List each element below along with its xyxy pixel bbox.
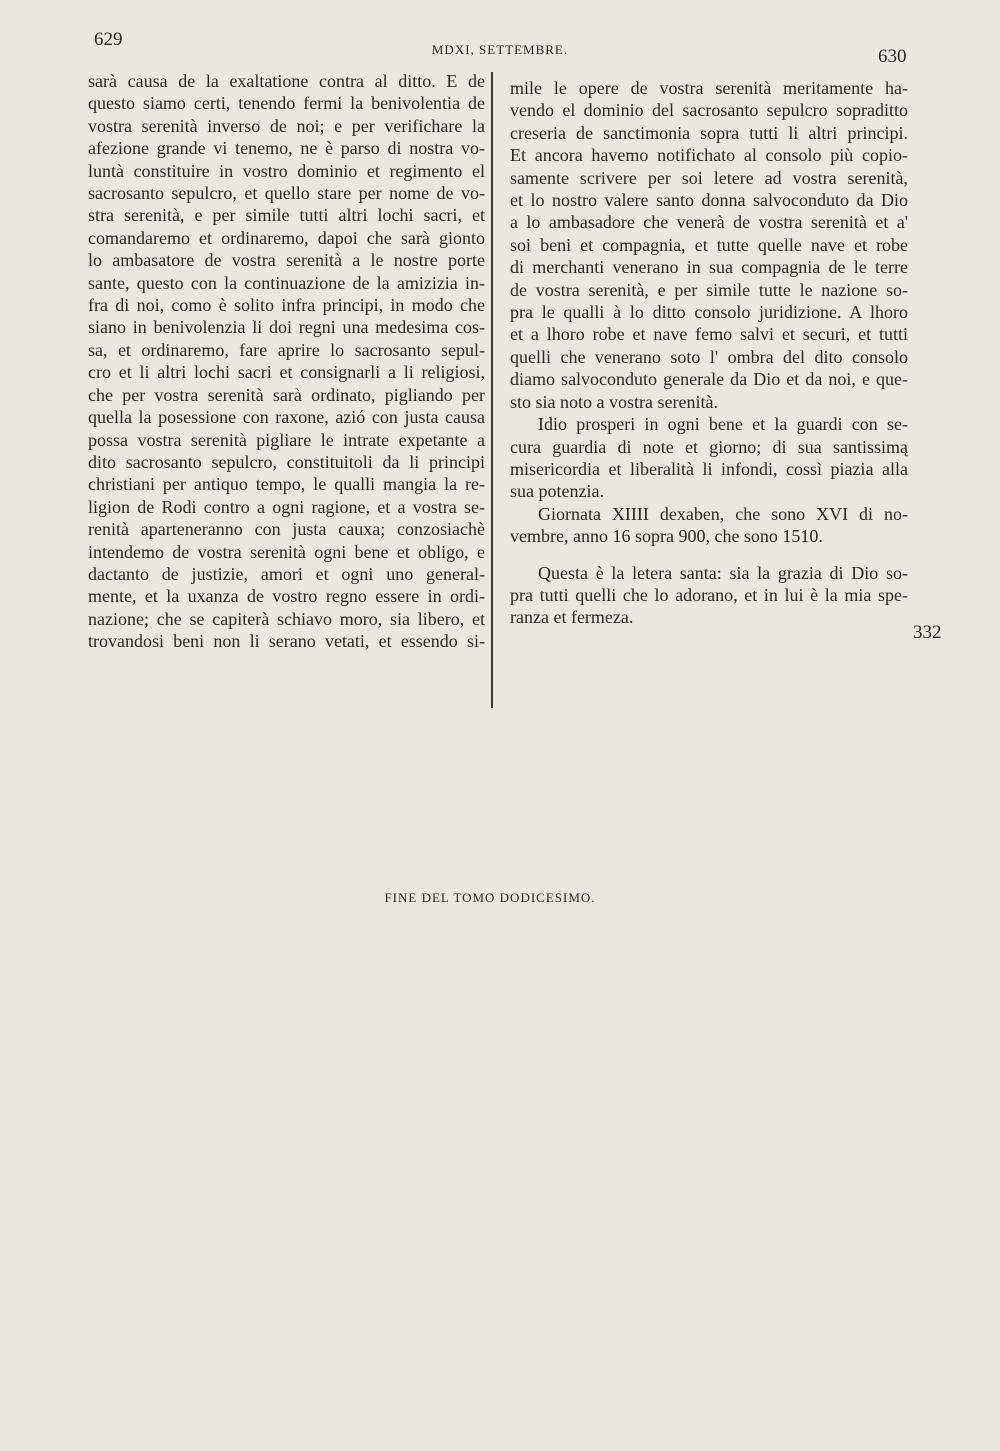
- text-line: stra serenità, e per simile tutti altri lochi sacri, et: [88, 205, 485, 226]
- page-number-left: 629: [94, 29, 123, 50]
- page-number-right: 630: [878, 46, 907, 67]
- text-line: possa vostra serenità pigliare le intrate expetante a: [88, 429, 485, 450]
- text-line: di merchanti venerano in sua compagnia de le terre: [510, 257, 908, 278]
- text-line: fra di noi, como è solito infra principi, in modo che: [88, 295, 485, 316]
- paragraph: [510, 503, 908, 548]
- text-line: cro et li altri lochi sacri et consignarli a li religiosi,: [88, 362, 485, 383]
- text-line: dito sacrosanto sepulcro, constituitoli da li principi: [88, 451, 485, 472]
- text-line: lo ambasatore de vostra serenità a le nostre porte: [88, 250, 485, 271]
- text-line: samente scrivere per soi letere ad vostra serenità,: [510, 167, 908, 188]
- text-line: trovandosi beni non li serano vetati, et essendo si-: [88, 631, 485, 652]
- text-line: luntà constituire in vostro dominio et regimento el: [88, 160, 485, 181]
- text-line: sto sia noto a vostra serenità.: [510, 391, 718, 412]
- text-line: quelli che venerano soto l' ombra del dito consolo: [510, 346, 908, 367]
- column-divider: [491, 72, 493, 708]
- text-line: mente, et la uxanza de vostro regno essere in ordi-: [88, 586, 485, 607]
- text-line: dactanto de justizie, amori et ogni uno general-: [88, 563, 485, 584]
- text-line: Questa è la letera santa: sia la grazia di Dio so-: [538, 562, 908, 583]
- text-line: sante, questo con la continuazione de la amizizia in-: [88, 272, 485, 293]
- text-line: intendemo de vostra serenità ogni bene et obligo, e: [88, 541, 485, 562]
- text-line: ranza et fermeza.: [510, 607, 634, 628]
- paragraph: [510, 77, 908, 413]
- text-line: vembre, anno 16 sopra 900, che sono 1510.: [510, 526, 823, 547]
- text-line: che per vostra serenità sarà ordinato, pigliando per: [88, 384, 485, 405]
- paragraph: [510, 562, 908, 629]
- text-line: quella la posessione con raxone, azió con justa causa: [88, 407, 485, 428]
- text-line: comandaremo et ordinaremo, dapoi che sarà gionto: [88, 227, 485, 248]
- text-line: misericordia et liberalità li infondi, cossì piazia alla: [510, 458, 908, 479]
- text-line: renità aparteneranno con justa cauxa; conzosiachè: [88, 519, 485, 540]
- right-column: [510, 77, 908, 629]
- text-line: pra le qualli à lo ditto consolo juridizione. A lhoro: [510, 302, 908, 323]
- text-line: nazione; che se capiterà schiavo moro, sia libero, et: [88, 608, 485, 629]
- text-line: mile le opere de vostra serenità meritamente ha-: [510, 78, 908, 98]
- text-line: soi beni et compagnia, et tutte quelle nave et robe: [510, 234, 908, 255]
- text-line: cura guardia di note et giorno; di sua santissimą: [510, 436, 908, 457]
- text-line: afezione grande vi tenemo, ne è parso di nostra vo-: [88, 138, 485, 159]
- running-title: MDXI, SETTEMBRE.: [431, 42, 569, 57]
- text-line: christiani per antiquo tempo, le qualli mangia la re-: [88, 474, 485, 495]
- text-line: pra tutti quelli che lo adorano, et in lui è la mia spe-: [510, 584, 908, 605]
- text-line: Idio prosperi in ogni bene et la guardi con se-: [538, 414, 908, 435]
- text-line: et a lhoro robe et nave femo salvi et securi, et tutti: [510, 324, 908, 345]
- text-line: vendo el dominio del sacrosanto sepulcro sopraditto: [510, 100, 908, 121]
- text-line: a lo ambasadore che venerà de vostra serenità et a': [510, 212, 908, 233]
- text-line: sacrosanto sepulcro, et quello stare per nome de vo-: [88, 183, 485, 204]
- text-line: sarà causa de la exaltatione contra al ditto. E de: [88, 71, 485, 91]
- text-line: sa, et ordinaremo, fare aprire lo sacrosanto sepul-: [88, 339, 485, 360]
- text-line: vostra serenità inverso de noi; e per verifichare la: [88, 115, 485, 136]
- paragraph: [88, 70, 485, 653]
- text-line: Giornata XIIII dexaben, che sono XVI di no-: [538, 503, 908, 524]
- end-note: FINE DEL TOMO DODICESIMO.: [384, 890, 596, 905]
- paragraph: [510, 413, 908, 503]
- text-line: Et ancora havemo notifichato al consolo più copio-: [510, 145, 908, 166]
- text-line: sua potenzia.: [510, 481, 604, 502]
- left-column: [88, 70, 485, 653]
- text-line: de vostra serenità, e per simile tutte le nazione so-: [510, 279, 908, 300]
- margin-number: 332: [913, 622, 942, 643]
- text-line: creseria de sanctimonia sopra tutti li altri principi.: [510, 122, 908, 143]
- text-line: diamo salvoconduto generale da Dio et da noi, e que-: [510, 369, 908, 390]
- text-line: siano in benivolenzia li doi regni una medesima cos-: [88, 317, 485, 338]
- paragraph-spacer: [510, 548, 908, 562]
- page-header: [0, 0, 1000, 80]
- text-line: questo siamo certi, tenendo fermi la benivolentia de: [88, 93, 485, 114]
- text-line: ligion de Rodi contro a ogni ragione, et a vostra se-: [88, 496, 485, 517]
- text-line: et lo nostro valere santo donna salvoconduto da Dio: [510, 190, 908, 211]
